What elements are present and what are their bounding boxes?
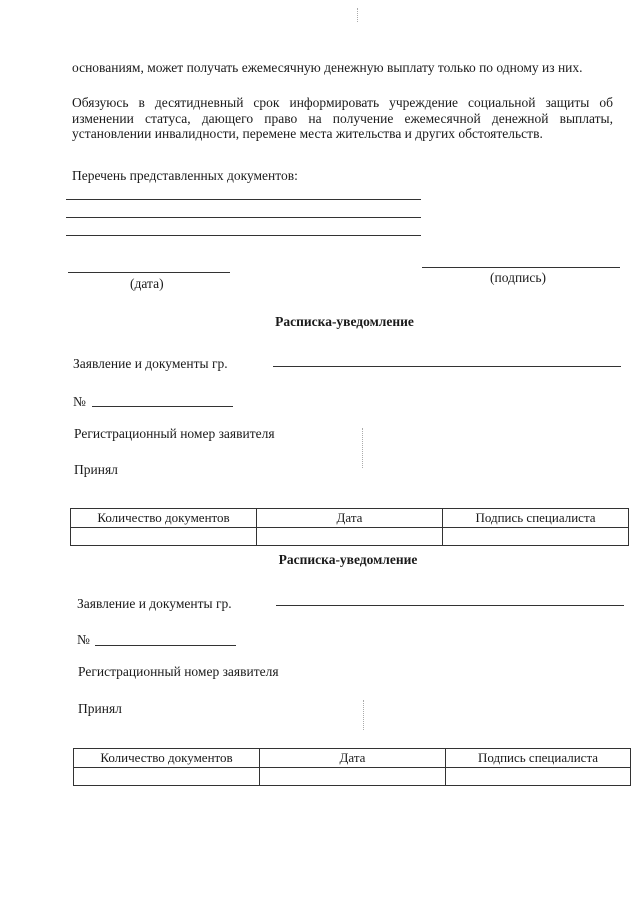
cell-documents-count[interactable] [71, 528, 257, 546]
receipt-title: Расписка-уведомление [275, 314, 414, 329]
paragraph-payment-basis: основаниям, может получать ежемесячную денежную выплату только по одному из них. [72, 60, 583, 75]
scan-fold-mark [363, 700, 364, 730]
cell-specialist-signature[interactable] [446, 768, 631, 786]
table-row [71, 528, 629, 546]
number-label: № [77, 632, 90, 647]
statement-label: Заявление и документы гр. [77, 596, 232, 611]
date-caption: (дата) [130, 276, 164, 291]
cell-specialist-signature[interactable] [443, 528, 629, 546]
column-header-date: Дата [260, 749, 446, 768]
statement-label: Заявление и документы гр. [73, 356, 228, 371]
column-header-documents-count: Количество документов [74, 749, 260, 768]
receipt-table [73, 748, 631, 786]
scan-fold-mark [357, 8, 358, 22]
accepted-label: Принял [74, 462, 118, 477]
documents-list-line[interactable] [66, 199, 421, 200]
date-line[interactable] [68, 272, 230, 273]
number-line[interactable] [95, 645, 236, 646]
column-header-documents-count: Количество документов [71, 509, 257, 528]
documents-list-line[interactable] [66, 217, 421, 218]
documents-list-label: Перечень представленных документов: [72, 168, 298, 183]
number-label: № [73, 394, 86, 409]
column-header-specialist-signature: Подпись специалиста [443, 509, 629, 528]
cell-date[interactable] [260, 768, 446, 786]
receipt-table [70, 508, 629, 546]
cell-documents-count[interactable] [74, 768, 260, 786]
registration-number-label: Регистрационный номер заявителя [78, 664, 279, 679]
table-header-row [74, 749, 631, 768]
applicant-name-line[interactable] [273, 366, 621, 367]
signature-line[interactable] [422, 267, 620, 268]
table-header-row [71, 509, 629, 528]
applicant-name-line[interactable] [276, 605, 624, 606]
accepted-label: Принял [78, 701, 122, 716]
column-header-date: Дата [257, 509, 443, 528]
table-row [74, 768, 631, 786]
cell-date[interactable] [257, 528, 443, 546]
signature-caption: (подпись) [490, 270, 547, 285]
registration-number-label: Регистрационный номер заявителя [74, 426, 275, 441]
scan-fold-mark [362, 428, 363, 468]
number-line[interactable] [92, 406, 233, 407]
paragraph-obligation: Обязуюсь в десятидневный срок информировать учреждение социальной защиты об изменении статуса, дающего право на получение ежемесячной денежной выплаты, установлении инвалидности, перемене места жительства и других обстоятельств. [72, 95, 613, 141]
column-header-specialist-signature: Подпись специалиста [446, 749, 631, 768]
documents-list-line[interactable] [66, 235, 421, 236]
receipt-title: Расписка-уведомление [278, 552, 418, 567]
